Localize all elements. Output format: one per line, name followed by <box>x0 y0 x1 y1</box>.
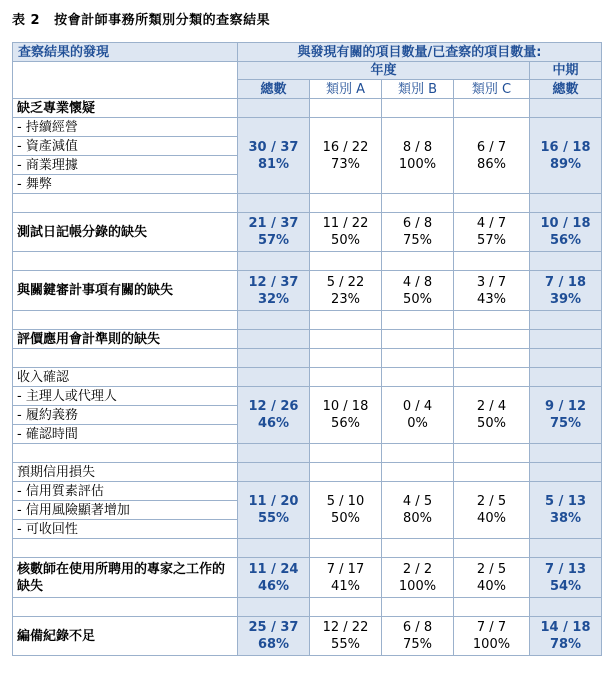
cell-value: 6 / 8 <box>402 620 433 635</box>
value-cell <box>310 387 382 444</box>
value-cell <box>238 118 310 194</box>
value-cell <box>454 617 530 656</box>
row-title: 缺乏專業懷疑 <box>13 99 238 118</box>
sub-item: - 信用風險顯著增加 <box>13 501 238 520</box>
table-cell <box>454 539 530 558</box>
cell-value: 2 / 5 <box>476 494 507 509</box>
table-cell <box>530 598 602 617</box>
table-cell <box>454 194 530 213</box>
sub-item: - 確認時間 <box>13 425 238 444</box>
cell-value: 100% <box>398 156 437 172</box>
cell-value: 2 / 2 <box>402 561 433 577</box>
value-cell <box>530 213 602 252</box>
cell-value: 14 / 18 <box>540 620 591 635</box>
cell-value: 7 / 17 <box>326 561 365 577</box>
col-interim-total: 總數 <box>530 80 602 99</box>
table-cell <box>382 539 454 558</box>
cell-value: 56% <box>549 233 582 248</box>
value-cell <box>238 271 310 311</box>
cell-value: 75% <box>549 416 582 431</box>
value-cell <box>530 118 602 194</box>
sub-item: - 可收回性 <box>13 520 238 539</box>
cell-value: 0% <box>407 416 428 431</box>
table-cell <box>530 252 602 271</box>
table-cell <box>310 330 382 349</box>
table-cell <box>238 598 310 617</box>
cell-value: 100% <box>472 637 511 652</box>
cell-value: 55% <box>257 511 290 526</box>
cell-value: 2 / 4 <box>476 399 507 414</box>
cell-value: 75% <box>403 233 432 248</box>
cell-value: 40% <box>477 511 506 526</box>
cell-value: 75% <box>403 637 432 652</box>
cell-value: 12 / 37 <box>248 274 299 290</box>
cell-value: 32% <box>257 291 290 307</box>
table-cell <box>382 194 454 213</box>
cell-value: 8 / 8 <box>402 139 433 155</box>
cell-value: 50% <box>403 291 432 307</box>
cell-value: 5 / 10 <box>326 494 365 509</box>
cell-value: 50% <box>477 416 506 431</box>
value-cell <box>454 387 530 444</box>
cell-value: 100% <box>398 578 437 594</box>
table-cell <box>454 368 530 387</box>
findings-table <box>12 42 602 656</box>
value-cell <box>382 271 454 311</box>
cell-value: 25 / 37 <box>248 620 299 635</box>
table-cell <box>530 444 602 463</box>
value-cell <box>382 213 454 252</box>
table-cell <box>310 444 382 463</box>
table-cell <box>238 252 310 271</box>
cell-value: 50% <box>331 233 360 248</box>
value-cell <box>530 482 602 539</box>
sub-item: - 履約義務 <box>13 406 238 425</box>
value-cell <box>238 558 310 598</box>
cell-value: 73% <box>331 156 360 172</box>
table-cell <box>310 463 382 482</box>
value-cell <box>382 617 454 656</box>
value-cell <box>454 558 530 598</box>
cell-value: 7 / 7 <box>476 620 507 635</box>
cell-value: 41% <box>331 578 360 594</box>
table-cell <box>530 463 602 482</box>
table-cell <box>454 99 530 118</box>
cell-value: 12 / 22 <box>322 620 369 635</box>
row-title: 編備紀錄不足 <box>13 617 238 656</box>
row-title: 測試日記帳分錄的缺失 <box>13 213 238 252</box>
table-cell <box>13 252 238 271</box>
table-cell <box>310 368 382 387</box>
row-title: 與關鍵審計事項有關的缺失 <box>13 271 238 311</box>
cell-value: 46% <box>257 578 290 594</box>
cell-value: 54% <box>549 578 582 594</box>
value-cell <box>530 558 602 598</box>
cell-value: 78% <box>549 637 582 652</box>
table-cell <box>530 349 602 368</box>
value-cell <box>530 271 602 311</box>
table-cell <box>310 99 382 118</box>
table-cell <box>310 598 382 617</box>
table-cell <box>530 368 602 387</box>
value-cell <box>310 213 382 252</box>
table-cell <box>238 330 310 349</box>
col-category-a: 類別 A <box>310 80 382 99</box>
table-cell <box>382 463 454 482</box>
cell-value: 46% <box>257 416 290 431</box>
cell-value: 57% <box>477 233 506 248</box>
value-cell <box>310 118 382 194</box>
col-category-b: 類別 B <box>382 80 454 99</box>
value-cell <box>238 387 310 444</box>
value-cell <box>310 271 382 311</box>
table-cell <box>13 194 238 213</box>
row-title: 核數師在使用所聘用的專家之工作的缺失 <box>13 558 238 598</box>
table-cell <box>310 349 382 368</box>
value-cell <box>454 118 530 194</box>
table-cell <box>310 194 382 213</box>
cell-value: 3 / 7 <box>476 274 507 290</box>
value-cell <box>454 482 530 539</box>
value-cell <box>530 617 602 656</box>
table-cell <box>310 252 382 271</box>
table-cell <box>238 194 310 213</box>
value-cell <box>454 213 530 252</box>
value-cell <box>238 482 310 539</box>
cell-value: 89% <box>549 156 582 172</box>
header-findings: 查察結果的發現 <box>13 43 238 62</box>
table-cell <box>454 349 530 368</box>
cell-value: 68% <box>257 637 290 652</box>
table-cell <box>382 444 454 463</box>
table-cell <box>454 444 530 463</box>
cell-value: 86% <box>477 156 506 172</box>
table-caption <box>12 9 270 28</box>
cell-value: 21 / 37 <box>248 216 299 231</box>
header-blank <box>13 62 238 99</box>
value-cell <box>530 387 602 444</box>
table-number: 表 2 <box>12 13 41 28</box>
table-cell <box>238 311 310 330</box>
table-cell <box>382 330 454 349</box>
cell-value: 23% <box>331 291 360 307</box>
cell-value: 56% <box>331 416 360 431</box>
col-total: 總數 <box>238 80 310 99</box>
cell-value: 11 / 20 <box>248 494 299 509</box>
sub-item: - 舞弊 <box>13 175 238 194</box>
value-cell <box>238 213 310 252</box>
value-cell <box>310 558 382 598</box>
cell-value: 16 / 22 <box>322 139 369 155</box>
table-cell <box>454 311 530 330</box>
cell-value: 0 / 4 <box>402 399 433 414</box>
cell-value: 11 / 24 <box>248 561 299 577</box>
sub-item: - 資產減值 <box>13 137 238 156</box>
table-cell <box>382 252 454 271</box>
table-cell <box>530 99 602 118</box>
table-cell <box>13 349 238 368</box>
cell-value: 80% <box>403 511 432 526</box>
cell-value: 81% <box>257 156 290 172</box>
header-interim: 中期 <box>530 62 602 80</box>
table-cell <box>310 539 382 558</box>
cell-value: 4 / 5 <box>402 494 433 509</box>
table-cell <box>454 598 530 617</box>
sub-item: - 主理人或代理人 <box>13 387 238 406</box>
table-cell <box>530 539 602 558</box>
value-cell <box>454 271 530 311</box>
cell-value: 16 / 18 <box>540 139 591 155</box>
cell-value: 9 / 12 <box>545 399 586 414</box>
table-cell <box>238 349 310 368</box>
sub-item: - 持續經營 <box>13 118 238 137</box>
value-cell <box>382 118 454 194</box>
cell-value: 7 / 18 <box>545 274 586 290</box>
cell-value: 43% <box>477 291 506 307</box>
cell-value: 50% <box>331 511 360 526</box>
table-cell <box>238 463 310 482</box>
row-title: 評價應用會計準則的缺失 <box>13 330 238 349</box>
cell-value: 39% <box>549 291 582 307</box>
header-ratio: 與發現有關的項目數量/已查察的項目數量: <box>238 43 602 62</box>
cell-value: 10 / 18 <box>540 216 591 231</box>
value-cell <box>382 387 454 444</box>
table-cell <box>530 194 602 213</box>
cell-value: 7 / 13 <box>545 561 586 577</box>
table-cell <box>382 349 454 368</box>
table-cell <box>13 444 238 463</box>
table-cell <box>530 311 602 330</box>
cell-value: 6 / 8 <box>402 216 433 231</box>
table-cell <box>13 539 238 558</box>
sub-item: - 商業理據 <box>13 156 238 175</box>
cell-value: 12 / 26 <box>248 399 299 414</box>
table-cell <box>382 311 454 330</box>
cell-value: 6 / 7 <box>476 139 507 155</box>
cell-value: 30 / 37 <box>248 139 299 155</box>
cell-value: 38% <box>549 511 582 526</box>
table-cell <box>454 330 530 349</box>
cell-value: 40% <box>477 578 506 594</box>
value-cell <box>382 558 454 598</box>
value-cell <box>238 617 310 656</box>
row-title: 預期信用損失 <box>13 463 238 482</box>
table-title: 按會計師事務所類別分類的查察結果 <box>54 13 271 28</box>
table-cell <box>238 539 310 558</box>
cell-value: 4 / 8 <box>402 274 433 290</box>
table-cell <box>454 463 530 482</box>
cell-value: 11 / 22 <box>322 216 369 231</box>
table-cell <box>13 598 238 617</box>
col-category-c: 類別 C <box>454 80 530 99</box>
table-cell <box>530 330 602 349</box>
sub-item: - 信用質素評估 <box>13 482 238 501</box>
cell-value: 4 / 7 <box>476 216 507 231</box>
table-cell <box>382 598 454 617</box>
table-cell <box>238 368 310 387</box>
table-cell <box>238 444 310 463</box>
cell-value: 5 / 13 <box>545 494 586 509</box>
table-cell <box>13 311 238 330</box>
cell-value: 10 / 18 <box>322 399 369 414</box>
table-cell <box>310 311 382 330</box>
header-year: 年度 <box>238 62 530 80</box>
value-cell <box>382 482 454 539</box>
table-cell <box>454 252 530 271</box>
cell-value: 55% <box>331 637 360 652</box>
cell-value: 57% <box>257 233 290 248</box>
cell-value: 5 / 22 <box>326 274 365 290</box>
table-cell <box>382 368 454 387</box>
value-cell <box>310 482 382 539</box>
cell-value: 2 / 5 <box>476 561 507 577</box>
table-cell <box>238 99 310 118</box>
row-title: 收入確認 <box>13 368 238 387</box>
table-cell <box>382 99 454 118</box>
value-cell <box>310 617 382 656</box>
